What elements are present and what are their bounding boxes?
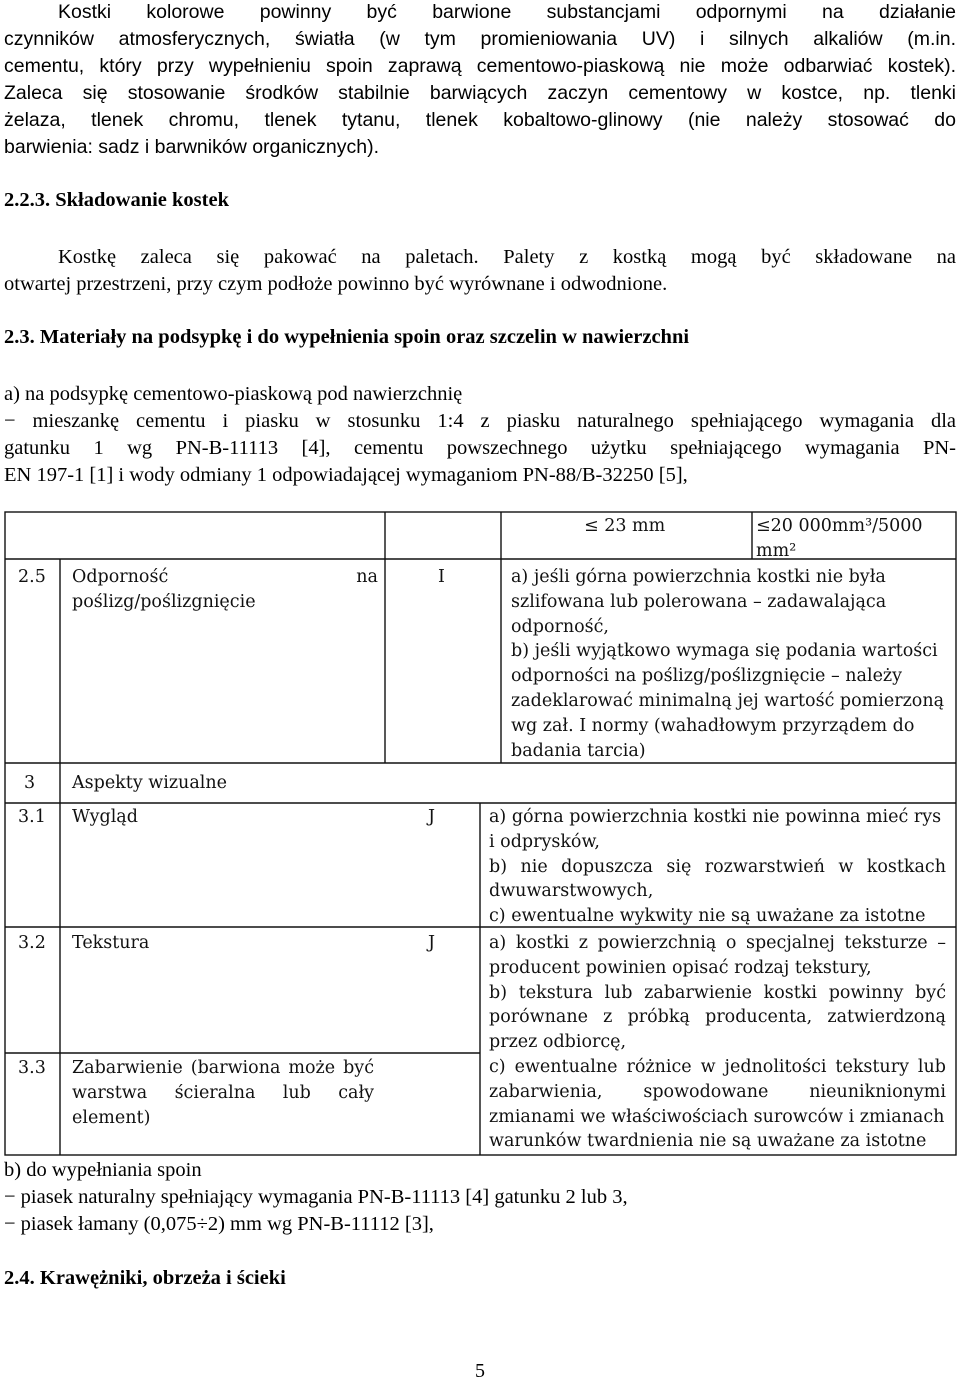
row-number: 3.3 <box>18 1058 46 1078</box>
text-line: czynników atmosferycznych, światła (w tym promieniowania UV) i silnych alkaliów (m.in. <box>4 28 956 50</box>
cell-text: porównane z próbką producenta, zatwierdzoną <box>489 1007 946 1028</box>
cell-text: producent powinien opisać rodzaj tekstury, <box>489 957 872 978</box>
section-heading-2-4: 2.4. Krawężniki, obrzeża i ścieki <box>4 1267 286 1289</box>
cell-text: a) kostki z powierzchnią o specjalnej teksturze – <box>489 933 946 953</box>
cell-text: zabarwienia, spowodowane nieuniknionymi <box>489 1081 946 1102</box>
page-number: 5 <box>475 1360 485 1382</box>
intro-paragraph <box>4 0 956 161</box>
text-line: − mieszankę cementu i piasku w stosunku 1:4 z piasku naturalnego spełniającego wymagania dla <box>4 410 956 432</box>
text-line: gatunku 1 wg PN-B-11113 [4], cementu powszechnego użytku spełniającego wymagania PN- <box>4 437 956 459</box>
cell-text: Wygląd <box>72 807 138 827</box>
row-number: 2.5 <box>18 567 46 587</box>
text-line: − piasek naturalny spełniający wymagania PN-B-11113 [4] gatunku 2 lub 3, <box>4 1186 628 1208</box>
row-number: 3 <box>24 773 36 793</box>
cell-text: c) ewentualne wykwity nie są uważane za istotne <box>489 906 926 927</box>
cell-text: c) ewentualne różnice w jednolitości tekstury lub <box>489 1056 946 1077</box>
row-name <box>72 805 138 830</box>
section-heading-2-3: 2.3. Materiały na podsypkę i do wypełnienia spoin oraz szczelin w nawierzchni <box>4 326 690 348</box>
cell-text: wg zał. I normy (wahadłowym przyrządem do <box>511 715 915 736</box>
cell-text: warunków twardnienia nie są uważane za istotne <box>489 1131 927 1152</box>
row-requirements <box>489 805 946 929</box>
cell-text: element) <box>72 1107 151 1128</box>
row-name <box>72 1056 374 1130</box>
cell-text: ≤20 000mm³/5000 <box>756 516 923 536</box>
requirements-table-scan <box>4 511 957 1156</box>
text-line: otwartej przestrzeni, przy czym podłoże powinno być wyrównane i odwodnione. <box>4 273 668 295</box>
section-b <box>4 1157 956 1238</box>
item-a-heading: a) na podsypkę cementowo-piaskową pod nawierzchnię <box>4 383 463 405</box>
cell-text: i odprysków, <box>489 831 600 852</box>
cell-text: b) jeśli wyjątkowo wymaga się podania wartości <box>511 641 938 662</box>
cell-text: przez odbiorcę, <box>489 1032 627 1053</box>
cell-text: Aspekty wizualne <box>72 773 227 793</box>
row-name <box>72 931 149 956</box>
cell-text: poślizg/poślizgnięcie <box>72 591 256 612</box>
row-requirements <box>511 565 949 763</box>
row-number: 3.1 <box>18 807 46 827</box>
row-number: 3.2 <box>18 933 46 953</box>
item-b-heading: b) do wypełniania spoin <box>4 1159 202 1181</box>
cell-text: Zabarwienie (barwiona może być <box>72 1058 374 1078</box>
cell-text: b) nie dopuszcza się rozwarstwień w kostkach <box>489 856 946 877</box>
row-mark: I <box>438 567 445 587</box>
text-line: − piasek łamany (0,075÷2) mm wg PN-B-11112 [3], <box>4 1213 434 1235</box>
cell-text: a) górna powierzchnia kostki nie powinna mieć rys <box>489 807 942 827</box>
section-heading-2-2-3: 2.2.3. Składowanie kostek <box>4 189 229 211</box>
cell-text: szlifowana lub polerowana – zadawalająca <box>511 591 887 612</box>
section-2-3-item-a <box>4 381 956 489</box>
text-line: żelaza, tlenek chromu, tlenek tytanu, tlenek kobaltowo-glinowy (nie należy stosować do <box>4 109 956 131</box>
row-mark: J <box>428 933 436 953</box>
header-cell-abrasion <box>756 514 923 564</box>
section-2-2-3-paragraph <box>4 244 956 298</box>
text-line: EN 197-1 [1] i wody odmiany 1 odpowiadającej wymaganiom PN-88/B-32250 [5], <box>4 464 688 486</box>
row-mark: J <box>428 807 436 827</box>
text-line: barwienia: sadz i barwników organicznych). <box>4 136 380 158</box>
row-name <box>72 565 378 615</box>
cell-text: Tekstura <box>72 933 150 953</box>
cell-text: badania tarcia) <box>511 740 646 761</box>
cell-text: warstwa ścieralna lub cały <box>72 1082 374 1103</box>
text-line: Zaleca się stosowanie środków stabilnie barwiących zaczyn cementowy w kostce, np. tlenki <box>4 82 956 104</box>
cell-text: odporności na poślizg/poślizgnięcie – należy <box>511 666 903 687</box>
cell-text: a) jeśli górna powierzchnia kostki nie była <box>511 567 886 587</box>
cell-text: dwuwarstwowych, <box>489 881 654 902</box>
cell-text: Odporność na <box>72 567 378 587</box>
cell-text: ≤ 23 mm <box>584 516 666 536</box>
row-requirements <box>489 931 946 1154</box>
text-line: cementu, który przy wypełnieniu spoin zaprawą cementowo-piaskową nie może odbarwiać kostek). <box>4 55 956 77</box>
row-name <box>72 771 227 796</box>
cell-text: zmianami we właściwościach surowców i zmianach <box>489 1106 945 1127</box>
header-cell-dimension <box>584 514 665 539</box>
cell-text: b) tekstura lub zabarwienie kostki powinny być <box>489 982 946 1003</box>
cell-text: mm² <box>756 540 797 561</box>
text-line: Kostkę zaleca się pakować na paletach. Palety z kostką mogą być składowane na <box>58 246 956 268</box>
cell-text: odporność, <box>511 616 609 637</box>
text-line: Kostki kolorowe powinny być barwione substancjami odpornymi na działanie <box>58 1 956 23</box>
cell-text: zadeklarować minimalną jej wartość pomierzoną <box>511 690 945 711</box>
